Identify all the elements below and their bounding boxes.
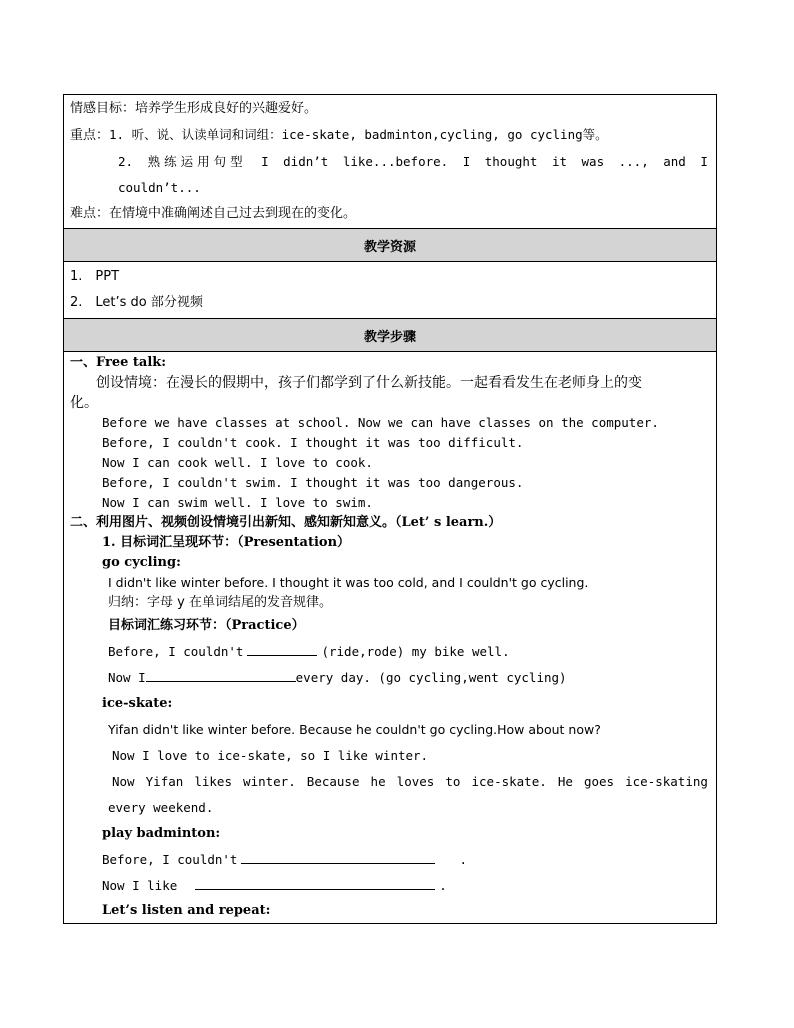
practice-text: (ride,rode) my bike well. bbox=[321, 644, 510, 659]
free-talk-line: Before, I couldn't swim. I thought it was too dangerous. bbox=[102, 475, 524, 490]
word: I bbox=[261, 154, 269, 169]
resource-item: 2. Let’s do 部分视频 bbox=[70, 295, 203, 310]
practice-text: Now I bbox=[108, 670, 146, 685]
go-cycling-heading: go cycling: bbox=[102, 555, 181, 570]
word: thought bbox=[484, 154, 538, 169]
resources-header: 教学资源 bbox=[64, 229, 716, 262]
word: like...before. bbox=[342, 154, 449, 169]
word: He bbox=[557, 774, 573, 789]
presentation-heading: 1. 目标词汇呈现环节：（Presentation） bbox=[102, 535, 351, 550]
objectives-cell bbox=[64, 95, 716, 229]
answer-blank[interactable] bbox=[195, 875, 435, 890]
word: winter. bbox=[243, 774, 296, 789]
practice-heading: 目标词汇练习环节：（Practice） bbox=[108, 618, 305, 633]
practice-text: Now I like bbox=[102, 878, 178, 893]
free-talk-line: Before we have classes at school. Now we can have classes on the computer. bbox=[102, 415, 659, 430]
key-label: 重点： bbox=[70, 128, 110, 143]
key-point-2-cont: couldn’t... bbox=[118, 180, 201, 195]
go-cycling-sentence: I didn't like winter before. I thought it was too cold, and I couldn't go cycling. bbox=[108, 575, 589, 590]
word: 熟练运用句型 bbox=[147, 154, 247, 169]
free-talk-line: Before, I couldn't cook. I thought it was too difficult. bbox=[102, 435, 524, 450]
word: Yifan bbox=[145, 774, 184, 789]
free-talk-line: Now I can swim well. I love to swim. bbox=[102, 495, 373, 510]
ice-skate-line-2: Now I love to ice-skate, so I like winter. bbox=[112, 748, 429, 763]
resources-cell bbox=[64, 262, 716, 319]
word: ..., bbox=[618, 154, 649, 169]
word: loves bbox=[396, 774, 435, 789]
section-1-intro-cont: 化。 bbox=[70, 395, 98, 411]
practice-line-1 bbox=[70, 639, 710, 665]
word: I bbox=[700, 154, 708, 169]
answer-blank[interactable] bbox=[146, 667, 296, 682]
steps-cell bbox=[64, 352, 716, 923]
word: he bbox=[370, 774, 386, 789]
go-cycling-summary: 归纳：字母 y 在单词结尾的发音规律。 bbox=[108, 595, 332, 610]
word: didn’t bbox=[283, 154, 329, 169]
word: I bbox=[462, 154, 471, 169]
badminton-line-1 bbox=[70, 847, 710, 873]
word: Now bbox=[112, 774, 135, 789]
resource-item: 1. PPT bbox=[70, 269, 120, 284]
word: 2. bbox=[118, 154, 134, 169]
free-talk-line: Now I can cook well. I love to cook. bbox=[102, 455, 373, 470]
ice-skate-heading: ice-skate: bbox=[102, 696, 173, 711]
practice-text: Before, I couldn't bbox=[102, 852, 238, 867]
answer-blank[interactable] bbox=[247, 641, 317, 656]
word: to bbox=[445, 774, 461, 789]
key-point-2 bbox=[70, 149, 710, 175]
word: was bbox=[581, 154, 605, 169]
practice-text: every day. (go cycling,went cycling) bbox=[295, 670, 567, 685]
listen-repeat-heading: Let’s listen and repeat: bbox=[102, 903, 271, 918]
section-2-title: 二、利用图片、视频创设情境引出新知、感知新知意义。（Let’ s learn.） bbox=[70, 515, 502, 530]
key-point-1 bbox=[70, 122, 710, 149]
key-point-1-text: 1. 听、说、认读单词和词组：ice-skate, badminton,cycling, go cycling等。 bbox=[109, 127, 608, 142]
ice-skate-line-3-cont: every weekend. bbox=[108, 800, 214, 815]
ice-skate-line-1: Yifan didn't like winter before. Because he couldn't go cycling.How about now? bbox=[108, 722, 601, 737]
badminton-line-2 bbox=[70, 873, 710, 899]
answer-blank[interactable] bbox=[241, 849, 435, 864]
practice-line-2 bbox=[70, 665, 710, 691]
practice-text: Before, I couldn't bbox=[108, 644, 244, 659]
word: likes bbox=[194, 774, 232, 789]
difficulty-point: 难点：在情境中准确阐述自己过去到现在的变化。 bbox=[70, 206, 357, 221]
section-1-title: 一、Free talk: bbox=[70, 355, 167, 370]
word: and bbox=[663, 154, 686, 169]
ice-skate-line-3 bbox=[70, 769, 710, 795]
word: Because bbox=[306, 774, 360, 789]
practice-text: . bbox=[459, 852, 467, 867]
word: ice-skate. bbox=[471, 774, 547, 789]
steps-header: 教学步骤 bbox=[64, 319, 716, 352]
play-badminton-heading: play badminton: bbox=[102, 826, 221, 841]
word: ice-skating bbox=[625, 774, 708, 789]
word: it bbox=[551, 154, 568, 169]
section-1-intro: 创设情境：在漫长的假期中，孩子们都学到了什么新技能。一起看看发生在老师身上的变 bbox=[96, 375, 642, 391]
practice-text: . bbox=[439, 878, 447, 893]
lesson-plan-table bbox=[63, 94, 717, 924]
emotion-objective: 情感目标：培养学生形成良好的兴趣爱好。 bbox=[70, 101, 318, 116]
word: goes bbox=[583, 774, 615, 789]
